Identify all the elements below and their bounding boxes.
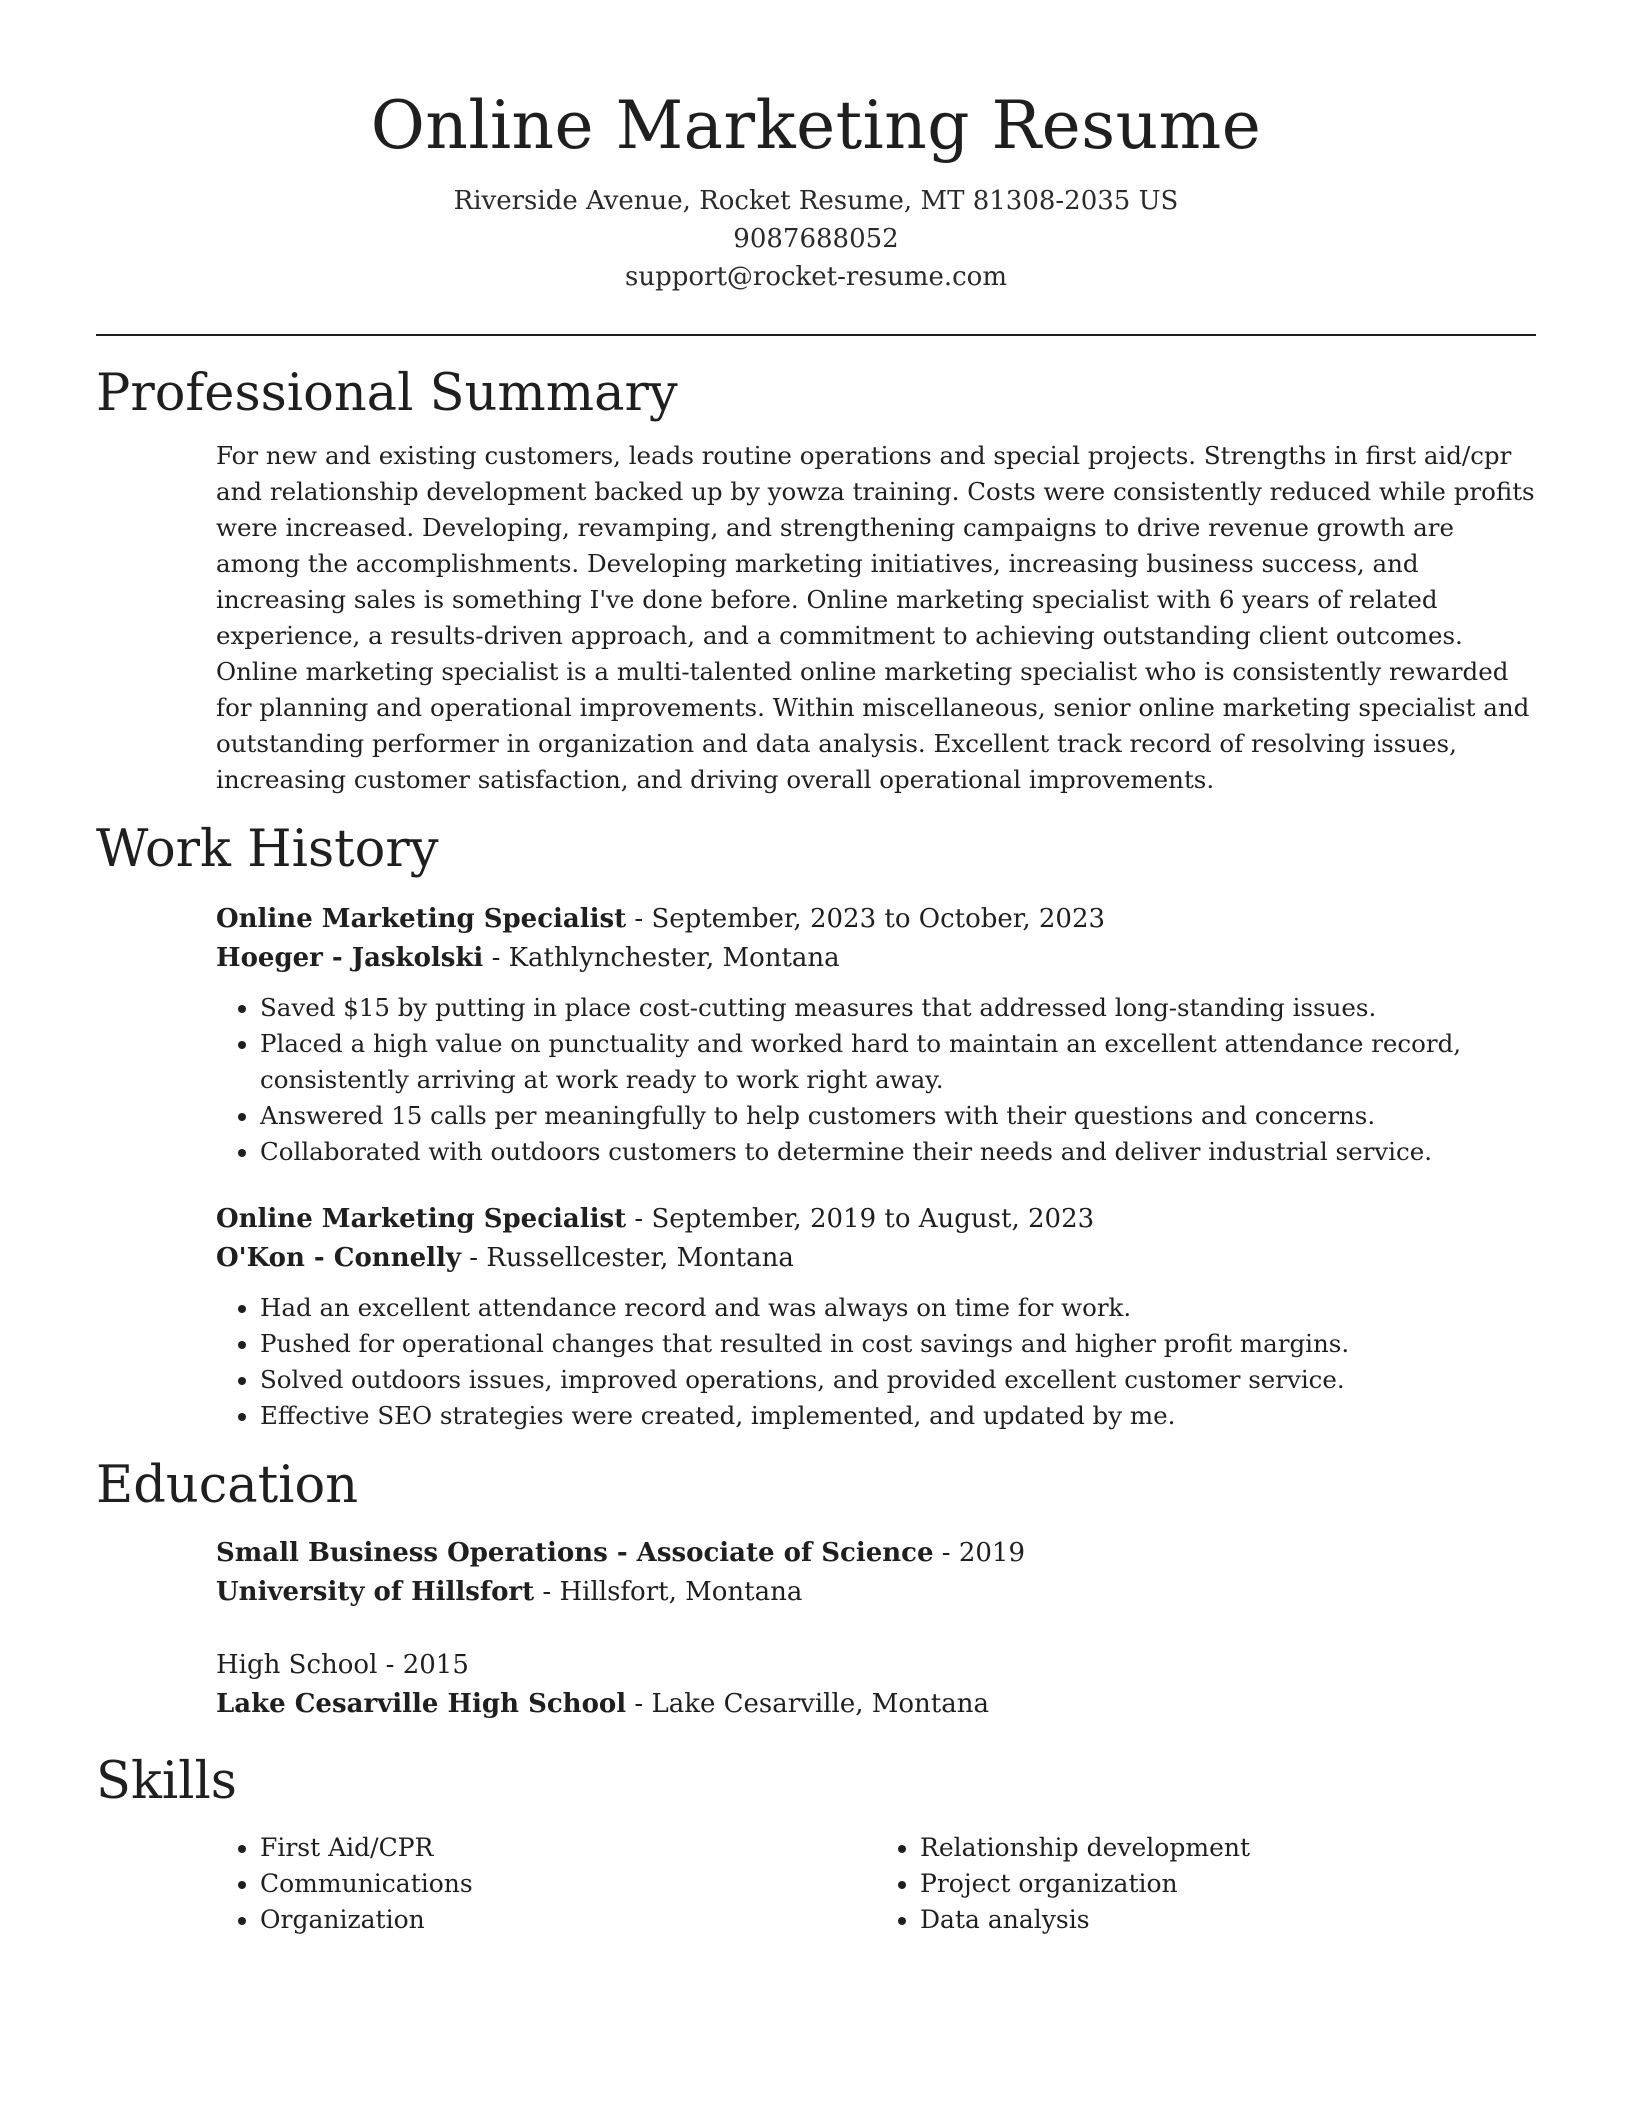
- phone-text: 9087688052: [733, 223, 899, 254]
- summary-body: [216, 438, 1536, 798]
- list-item: • Saved $15 by putting in place cost-cutting measures that addressed long-standing issues.: [260, 990, 1536, 1026]
- job-location: - Russellcester, Montana: [461, 1243, 794, 1274]
- summary-heading: Professional Summary: [96, 363, 678, 423]
- list-item: • Solved outdoors issues, improved operations, and provided excellent customer service.: [260, 1362, 1536, 1398]
- skills-heading: Skills: [96, 1752, 237, 1812]
- summary-section: [96, 363, 1536, 798]
- job-dates: - September, 2023 to October, 2023: [626, 904, 1106, 935]
- degree-name: Small Business Operations - Associate of Science: [216, 1538, 934, 1569]
- job-company: Hoeger - Jaskolski: [216, 943, 484, 974]
- contact-info: [96, 182, 1536, 296]
- degree-year: - 2019: [933, 1538, 1025, 1569]
- degree-name: High School: [216, 1650, 378, 1681]
- skills-grid: [216, 1830, 1536, 1938]
- list-item: • Effective SEO strategies were created, implemented, and updated by me.: [260, 1398, 1536, 1434]
- school-name: Lake Cesarville High School: [216, 1689, 627, 1720]
- education-entry: [216, 1646, 1536, 1724]
- education-entry: [216, 1534, 1536, 1612]
- work-history-heading: Work History: [96, 819, 439, 879]
- list-item: • Had an excellent attendance record and was always on time for work.: [260, 1290, 1536, 1326]
- school-line: [216, 1685, 1536, 1724]
- list-item: • Communications: [260, 1866, 876, 1902]
- school-name: University of Hillsfort: [216, 1577, 535, 1608]
- degree-line: [216, 1646, 1536, 1685]
- skills-list-left: [216, 1830, 876, 1938]
- email-text: support@rocket-resume.com: [624, 261, 1007, 292]
- list-item: • Relationship development: [920, 1830, 1536, 1866]
- list-item: • Data analysis: [920, 1902, 1536, 1938]
- skills-section: [96, 1754, 1536, 1938]
- job-company-line: [216, 939, 1536, 978]
- job-location: - Kathlynchester, Montana: [483, 943, 840, 974]
- summary-text: For new and existing customers, leads routine operations and special projects. Strengths in first aid/cpr and relationship development backed up by yowza training. Costs were consistently reduced while profits were increased. Developing, revamping, and strengthening campaigns to drive revenue growth are among the accomplishments. Developing marketing initiatives, increasing business success, and increasing sales is something I've done before. Online marketing specialist with 6 years of related experience, a results-driven approach, and a commitment to achieving outstanding client outcomes. Online marketing specialist is a multi-talented online marketing specialist who is consistently rewarded for planning and operational improvements. Within miscellaneous, senior online marketing specialist and outstanding performer in organization and data analysis. Excellent track record of resolving issues, increasing customer satisfaction, and driving overall operational improvements.: [216, 440, 1535, 794]
- job-entry: [216, 900, 1536, 1170]
- job-title: Online Marketing Specialist: [216, 1204, 627, 1235]
- work-history-body: [216, 900, 1536, 1434]
- job-title: Online Marketing Specialist: [216, 904, 627, 935]
- school-line: [216, 1573, 1536, 1612]
- education-section: [96, 1458, 1536, 1724]
- list-item: • Pushed for operational changes that resulted in cost savings and higher profit margins.: [260, 1326, 1536, 1362]
- job-title-line: [216, 900, 1536, 939]
- list-item: • Organization: [260, 1902, 876, 1938]
- job-company: O'Kon - Connelly: [216, 1243, 462, 1274]
- school-location: - Lake Cesarville, Montana: [626, 1689, 989, 1720]
- header-divider: [96, 334, 1536, 336]
- job-duties-list: [216, 990, 1536, 1170]
- list-item: • Project organization: [920, 1866, 1536, 1902]
- job-dates: - September, 2019 to August, 2023: [626, 1204, 1095, 1235]
- job-company-line: [216, 1239, 1536, 1278]
- resume-header: [96, 0, 1536, 296]
- education-heading: Education: [96, 1456, 359, 1516]
- job-title-line: [216, 1200, 1536, 1239]
- skills-body: [216, 1830, 1536, 1938]
- degree-year: - 2015: [377, 1650, 469, 1681]
- job-duties-list: [216, 1290, 1536, 1434]
- degree-line: [216, 1534, 1536, 1573]
- address-text: Riverside Avenue, Rocket Resume, MT 81308-2035 US: [453, 185, 1179, 216]
- job-entry: [216, 1200, 1536, 1434]
- list-item: • Answered 15 calls per meaningfully to help customers with their questions and concerns.: [260, 1098, 1536, 1134]
- list-item: • Placed a high value on punctuality and worked hard to maintain an excellent attendance record, consistently arriving at work ready to work right away.: [260, 1026, 1536, 1098]
- list-item: • First Aid/CPR: [260, 1830, 876, 1866]
- list-item: • Collaborated with outdoors customers to determine their needs and deliver industrial service.: [260, 1134, 1536, 1170]
- skills-list-right: [876, 1830, 1536, 1938]
- school-location: - Hillsfort, Montana: [534, 1577, 803, 1608]
- education-body: [216, 1534, 1536, 1724]
- resume-title: Online Marketing Resume: [370, 87, 1262, 164]
- work-history-section: [96, 819, 1536, 1434]
